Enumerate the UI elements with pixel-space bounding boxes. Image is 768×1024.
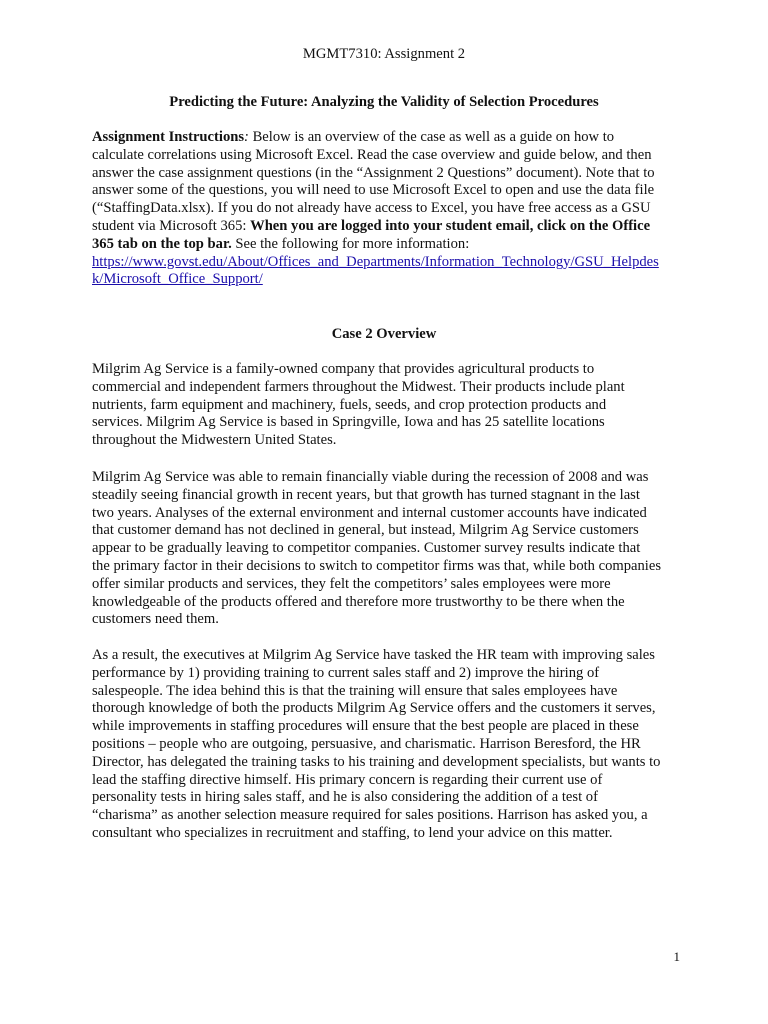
paragraph-line: As a result, the executives at Milgrim Ag Service have tasked the HR team with improving sales (92, 647, 655, 663)
instructions-line-4: answer some of the questions, you will need to use Microsoft Excel to open and use the data file (92, 182, 655, 199)
paragraph-line: performance by 1) providing training to current sales staff and 2) improve the hiring of (92, 664, 600, 681)
instructions-line-5: (“StaffingData.xlsx). If you do not already have access to Excel, you have free access as a GSU (92, 200, 651, 217)
paragraph-line: while improvements in staffing procedures will ensure that the best people are placed in these (92, 718, 639, 735)
office-support-link[interactable]: https://www.govst.edu/About/Offices_and_Departments/Information_Technology/GSU_Helpdes (92, 253, 659, 270)
paragraph-line: consultant who specializes in recruitment and staffing, to lend your advice on this matter. (92, 824, 613, 841)
paragraph-line: “charisma” as another selection measure required for sales positions. Harrison has asked you, a (92, 807, 648, 824)
instructions-line-7 (92, 236, 686, 254)
paragraph-line: offer similar products and services, they felt the competitors’ sales employees were more (92, 575, 611, 592)
paragraph-line: two years. Analyses of the external environment and internal customer accounts have indicated (92, 504, 647, 521)
page-number: 1 (673, 949, 680, 964)
paragraph-line: customers need them. (92, 611, 219, 628)
paragraph-line: lead the staffing directive himself. His primary concern is regarding their current use of (92, 771, 603, 788)
office-support-link-continued[interactable]: k/Microsoft_Office_Support/ (92, 271, 263, 288)
office365-bold-instruction: When you are logged into your student email, click on the Office (250, 217, 651, 234)
paragraph-line: positions – people who are outgoing, persuasive, and charismatic. Harrison Beresford, the HR (92, 735, 641, 752)
instructions-line-2: calculate correlations using Microsoft Excel. Read the case overview and guide below, and then (92, 146, 652, 163)
paragraph-line: Director, has delegated the training tasks to his training and development specialists, but wants to (92, 753, 661, 770)
instructions-line-7-rest: See the following for more information: (231, 235, 470, 252)
assignment-instructions (92, 129, 686, 289)
paragraph-line: throughout the Midwestern United States. (92, 432, 337, 449)
paragraph-line: appear to be gradually leaving to competitor companies. Customer survey results indicate that (92, 540, 641, 557)
paragraph-hr-initiative (92, 647, 686, 843)
paragraph-line: services. Milgrim Ag Service is based in Springville, Iowa and has 25 satellite locations (92, 414, 605, 431)
paragraph-line: steadily seeing financial growth in recent years, but that growth has turned stagnant in the last (92, 486, 640, 503)
document-title: Predicting the Future: Analyzing the Validity of Selection Procedures (169, 94, 599, 110)
instructions-colon: : (244, 129, 249, 145)
case-overview-heading: Case 2 Overview (331, 326, 437, 342)
paragraph-line: that customer demand has not declined in general, but instead, Milgrim Ag Service customers (92, 522, 639, 539)
instructions-text: Below is an overview of the case as well as a guide on how to (248, 129, 615, 145)
office365-tab-instruction: 365 tab on the top bar. (92, 235, 232, 252)
paragraph-line: the primary factor in their decisions to switch to competitor firms was that, while both companies (92, 557, 662, 574)
instructions-line-1 (92, 129, 686, 147)
instructions-line-3: answer the case assignment questions (in the “Assignment 2 Questions” document). Note that to (92, 164, 655, 181)
paragraph-company-overview (92, 361, 686, 450)
paragraph-line: personality tests in hiring sales staff, and he is also considering the addition of a test of (92, 789, 598, 806)
paragraph-financial-situation (92, 469, 686, 629)
instructions-label: Assignment Instructions (92, 129, 245, 145)
paragraph-line: nutrients, farm equipment and machinery, fuels, seeds, and crop protection products and (92, 396, 607, 413)
course-assignment-header: MGMT7310: Assignment 2 (302, 46, 466, 62)
instructions-line-6-start: student via Microsoft 365: (92, 217, 251, 234)
paragraph-line: thorough knowledge of both the products Milgrim Ag Service offers and the customers it serves, (92, 700, 656, 717)
paragraph-line: salespeople. The idea behind this is that the training will ensure that sales employees have (92, 682, 618, 699)
paragraph-line: commercial and independent farmers throughout the Midwest. Their products include plant (92, 378, 625, 395)
paragraph-line: Milgrim Ag Service was able to remain financially viable during the recession of 2008 and was (92, 469, 649, 485)
paragraph-line: knowledgeable of the products offered and therefore more trustworthy to be there when the (92, 593, 625, 610)
instructions-line-6 (92, 218, 686, 236)
paragraph-line: Milgrim Ag Service is a family-owned company that provides agricultural products to (92, 361, 595, 377)
